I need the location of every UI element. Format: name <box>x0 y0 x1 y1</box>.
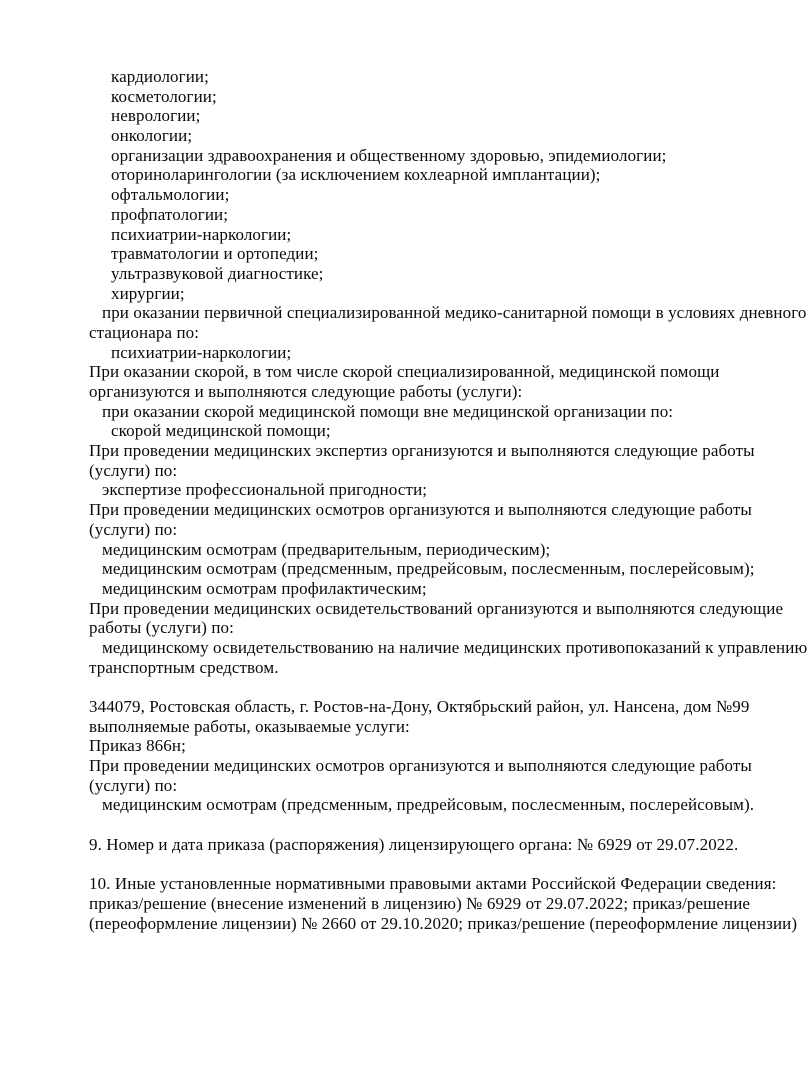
doc-line: 344079, Ростовская область, г. Ростов-на-Дону, Октябрьский район, ул. Нансена, дом №99 <box>89 697 750 716</box>
doc-line: организуются и выполняются следующие работы (услуги): <box>89 382 523 401</box>
doc-line: экспертизе профессиональной пригодности; <box>102 480 428 500</box>
doc-line: косметологии; <box>111 86 217 106</box>
doc-line: медицинскому освидетельствованию на наличие медицинских противопоказаний к управлению <box>102 637 808 657</box>
doc-line: работы (услуги) по: <box>89 618 234 638</box>
doc-line: при оказании первичной специализированной медико-санитарной помощи в условиях дневного <box>102 303 807 323</box>
doc-line: 10. Иные установленные нормативными правовыми актами Российской Федерации сведения: <box>89 874 777 894</box>
doc-line: онкологии; <box>111 126 193 146</box>
doc-line: 9. Номер и дата приказа (распоряжения) лицензирующего органа: № 6929 от 29.07.2022. <box>89 834 739 854</box>
doc-blank-line <box>0 815 812 835</box>
doc-line: кардиологии; <box>111 67 209 86</box>
doc-line: профпатологии; <box>111 204 229 224</box>
doc-line: психиатрии-наркологии; <box>111 224 292 244</box>
doc-line: медицинским осмотрам профилактическим; <box>102 578 427 598</box>
doc-blank-line <box>0 677 812 697</box>
doc-line: Приказ 866н; <box>89 736 186 756</box>
doc-line: (услуги) по: <box>89 775 178 795</box>
doc-line: (услуги) по: <box>89 519 178 539</box>
doc-line: организации здравоохранения и общественному здоровью, эпидемиологии; <box>111 145 667 165</box>
doc-line: стационара по: <box>89 322 200 342</box>
doc-line: неврологии; <box>111 106 201 126</box>
doc-line: скорой медицинской помощи; <box>111 421 331 441</box>
doc-line: При проведении медицинских освидетельствований организуются и выполняются следующие <box>89 598 784 618</box>
doc-blank-line <box>0 855 812 875</box>
doc-line: При проведении медицинских осмотров организуются и выполняются следующие работы <box>89 500 752 520</box>
doc-line: медицинским осмотрам (предварительным, периодическим); <box>102 539 551 559</box>
doc-line: медицинским осмотрам (предсменным, предрейсовым, послесменным, послерейсовым); <box>102 559 755 579</box>
doc-line: При проведении медицинских осмотров организуются и выполняются следующие работы <box>89 756 752 776</box>
doc-line: (переоформление лицензии) № 2660 от 29.10.2020; приказ/решение (переоформление лицензии) <box>89 913 798 933</box>
doc-line: хирургии; <box>111 283 185 303</box>
doc-line: психиатрии-наркологии; <box>111 342 292 362</box>
doc-line: При оказании скорой, в том числе скорой специализированной, медицинской помощи <box>89 362 720 382</box>
doc-line: медицинским осмотрам (предсменным, предрейсовым, послесменным, послерейсовым). <box>102 795 755 815</box>
doc-line: офтальмологии; <box>111 185 230 205</box>
document-body <box>0 67 812 933</box>
doc-line: выполняемые работы, оказываемые услуги: <box>89 716 410 736</box>
doc-line: ультразвуковой диагностике; <box>111 263 324 283</box>
doc-line: оториноларингологии (за исключением кохлеарной имплантации); <box>111 165 601 185</box>
doc-line: транспортным средством. <box>89 657 279 677</box>
doc-line: при оказании скорой медицинской помощи вне медицинской организации по: <box>102 401 674 421</box>
doc-line: (услуги) по: <box>89 460 178 480</box>
doc-line: приказ/решение (внесение изменений в лицензию) № 6929 от 29.07.2022; приказ/решение <box>89 893 751 913</box>
doc-line: При проведении медицинских экспертиз организуются и выполняются следующие работы <box>89 441 755 461</box>
doc-line: травматологии и ортопедии; <box>111 244 319 264</box>
